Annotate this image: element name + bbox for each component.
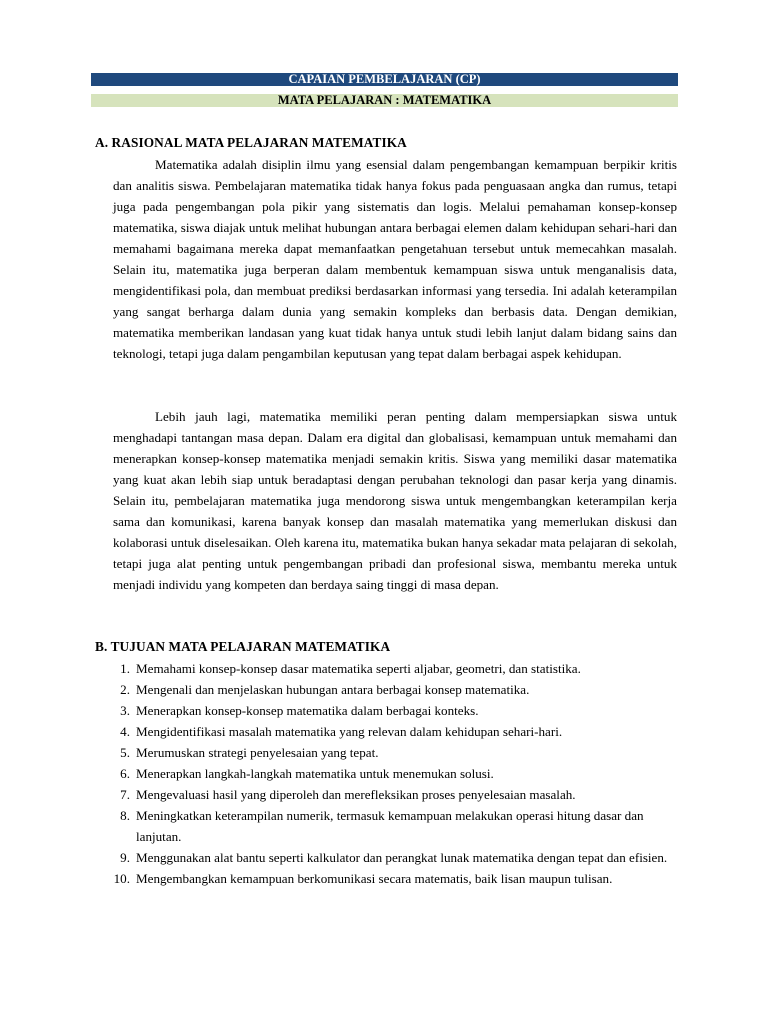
list-item-number: 9. <box>120 850 130 865</box>
list-item <box>110 679 680 700</box>
list-item-text: Mengenali dan menjelaskan hubungan antara berbagai konsep matematika. <box>136 682 530 697</box>
list-item <box>110 763 680 784</box>
list-item <box>110 700 680 721</box>
list-item-text: Merumuskan strategi penyelesaian yang tepat. <box>136 745 379 760</box>
list-item-text: Memahami konsep-konsep dasar matematika seperti aljabar, geometri, dan statistika. <box>136 661 581 676</box>
list-item <box>110 847 680 868</box>
list-item-number: 1. <box>120 661 130 676</box>
list-item-text: Mengevaluasi hasil yang diperoleh dan merefleksikan proses penyelesaian masalah. <box>136 787 576 802</box>
section-a-paragraph-1: Matematika adalah disiplin ilmu yang esensial dalam pengembangan kemampuan berpikir kritis dan analitis siswa. Pembelajaran matematika tidak hanya fokus pada penguasaan angka dan rumus, tetapi juga pada pengembangan pola pikir yang sistematis dan logis. Melalui pemahaman konsep-konsep matematika, siswa diajak untuk melihat hubungan antara berbagai elemen dalam kehidupan sehari-hari dan memahami bagaimana mereka dapat memanfaatkan pengetahuan tersebut untuk memecahkan masalah. Selain itu, matematika juga berperan dalam membentuk kemampuan siswa untuk menganalisis data, mengidentifikasi pola, dan membuat prediksi berdasarkan informasi yang tersedia. Ini adalah keterampilan yang sangat berharga dalam dunia yang semakin kompleks dan berbasis data. Dengan demikian, matematika memberikan landasan yang kuat tidak hanya untuk studi lebih lanjut dalam bidang sains dan teknologi, tetapi juga dalam pengambilan keputusan yang tepat dalam berbagai aspek kehidupan. <box>113 157 677 361</box>
list-item-text: Mengidentifikasi masalah matematika yang relevan dalam kehidupan sehari-hari. <box>136 724 563 739</box>
list-item-number: 2. <box>120 682 130 697</box>
section-b-heading: B. TUJUAN MATA PELAJARAN MATEMATIKA <box>95 639 391 654</box>
goals-list <box>110 658 680 889</box>
section-a-paragraph-2: Lebih jauh lagi, matematika memiliki peran penting dalam mempersiapkan siswa untuk menghadapi tantangan masa depan. Dalam era digital dan globalisasi, kemampuan untuk memahami dan menerapkan konsep-konsep matematika menjadi semakin kritis. Siswa yang memiliki dasar matematika yang kuat akan lebih siap untuk beradaptasi dengan perubahan teknologi dan pasar kerja yang dinamis. Selain itu, pembelajaran matematika juga mendorong siswa untuk mengembangkan keterampilan kerja sama dan komunikasi, karena banyak konsep dan masalah matematika yang memerlukan diskusi dan kolaborasi untuk diselesaikan. Oleh karena itu, matematika bukan hanya sekadar mata pelajaran di sekolah, tetapi juga alat penting untuk pengembangan pribadi dan profesional siswa, membantu mereka untuk menjadi individu yang kompeten dan berdaya saing tinggi di masa depan. <box>113 409 677 592</box>
subtitle-banner <box>91 94 678 107</box>
list-item-number: 10. <box>113 871 130 886</box>
list-item <box>110 742 680 763</box>
list-item <box>110 784 680 805</box>
document-subtitle: MATA PELAJARAN : MATEMATIKA <box>277 93 492 107</box>
list-item-number: 6. <box>120 766 130 781</box>
list-item-number: 8. <box>120 808 130 823</box>
title-banner <box>91 73 678 86</box>
list-item-number: 3. <box>120 703 130 718</box>
list-item-text: Menerapkan konsep-konsep matematika dalam berbagai konteks. <box>136 703 479 718</box>
list-item-text: Menggunakan alat bantu seperti kalkulator dan perangkat lunak matematika dengan tepat dan efisien. <box>136 850 668 865</box>
list-item-number: 4. <box>120 724 130 739</box>
section-a-heading: A. RASIONAL MATA PELAJARAN MATEMATIKA <box>95 135 407 150</box>
document-title: CAPAIAN PEMBELAJARAN (CP) <box>288 72 481 86</box>
list-item-text: Meningkatkan keterampilan numerik, termasuk kemampuan melakukan operasi hitung dasar dan lanjutan. <box>136 808 644 844</box>
list-item <box>110 868 680 889</box>
list-item-number: 7. <box>120 787 130 802</box>
list-item <box>110 805 680 847</box>
list-item-text: Menerapkan langkah-langkah matematika untuk menemukan solusi. <box>136 766 494 781</box>
list-item-text: Mengembangkan kemampuan berkomunikasi secara matematis, baik lisan maupun tulisan. <box>136 871 613 886</box>
list-item <box>110 721 680 742</box>
list-item <box>110 658 680 679</box>
list-item-number: 5. <box>120 745 130 760</box>
